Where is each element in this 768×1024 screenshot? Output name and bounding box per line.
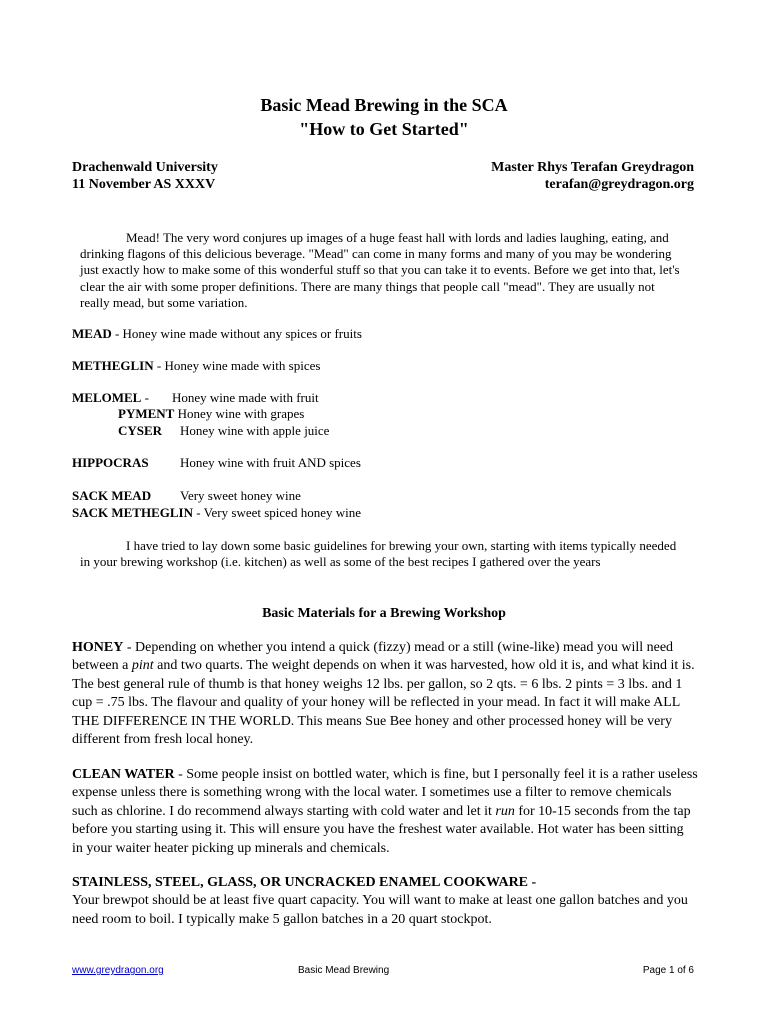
definition-desc: Honey wine with grapes [177, 406, 305, 421]
definition-term: MEAD [72, 326, 112, 341]
definition-desc: Honey wine made with fruit [172, 390, 319, 405]
intro-paragraph: Mead! The very word conjures up images of a huge feast hall with lords and ladies laughing, eating, and drinking flagons of this delicious beverage. "Mead" can come in many forms and many of you may be wondering just exactly how to make some of this wonderful stuff so that you can take it to events. Before we get into that, let's clear the air with some proper definitions. There are many things that people call "mead". They are usually not really mead, but some variation. [80, 230, 680, 310]
cookware-paragraph [72, 874, 698, 929]
footer-doc-title: Basic Mead Brewing [298, 965, 390, 976]
definition-pyment [118, 406, 304, 422]
header-author: Master Rhys Terafan Greydragon [491, 160, 694, 175]
honey-text: - Depending on whether you intend a quick (fizzy) mead or a still (wine-like) mead you will need between a [72, 640, 674, 674]
footer-website-link[interactable]: www.greydragon.org [72, 965, 164, 976]
header-institution: Drachenwald University [72, 160, 218, 175]
definition-sack-metheglin [72, 505, 361, 521]
definition-dash: - [141, 390, 149, 405]
definition-desc: - Very sweet spiced honey wine [193, 505, 361, 520]
guidelines-paragraph: I have tried to lay down some basic guidelines for brewing your own, starting with items typically needed in your brewing workshop (i.e. kitchen) as well as some of the best recipes I gathered over the years [80, 538, 677, 570]
water-run: run [495, 803, 515, 819]
definition-hippocras-term: HIPPOCRAS [72, 455, 149, 470]
document-title: Basic Mead Brewing in the SCA [260, 95, 508, 115]
definition-term: MELOMEL [72, 390, 142, 405]
definition-metheglin [72, 358, 320, 374]
definition-sack-mead-term: SACK MEAD [72, 488, 152, 503]
water-term: CLEAN WATER [72, 767, 175, 782]
water-text: - Some people insist on bottled water, which is fine, but I personally feel it is a rather useless expense unless there is something wrong with the local water. I sometimes use a filter to remove chemicals such as chlorine. I do recommend always starting with cold water and let it [72, 767, 698, 819]
definition-term: METHEGLIN [72, 358, 154, 373]
footer-page-number: Page 1 of 6 [642, 965, 694, 976]
definition-cyser-term: CYSER [118, 423, 163, 438]
document-subtitle: "How to Get Started" [299, 119, 469, 139]
honey-paragraph [72, 639, 698, 749]
definition-cyser-desc: Honey wine with apple juice [180, 423, 330, 438]
definition-sack-mead-desc: Very sweet honey wine [180, 488, 301, 503]
header-email: terafan@greydragon.org [544, 177, 694, 192]
header-date: 11 November AS XXXV [72, 177, 216, 192]
honey-term: HONEY [72, 640, 124, 655]
section-title: Basic Materials for a Brewing Workshop [262, 606, 506, 621]
honey-pint: pint [131, 658, 154, 674]
cookware-term: STAINLESS, STEEL, GLASS, OR UNCRACKED ENAMEL COOKWARE - [72, 875, 537, 890]
definition-mead [72, 326, 362, 342]
definition-hippocras-desc: Honey wine with fruit AND spices [180, 455, 361, 470]
honey-text-2: and two quarts. The weight depends on when it was harvested, how old it is, and what kind it is. The best general rule of thumb is that honey weighs 12 lbs. per gallon, so 2 qts. = 6 lbs. 2 pints = 3 lbs. and 1 cup = .75 lbs. The flavour and quality of your honey will be reflected in your mead. In fact it will make ALL THE DIFFERENCE IN THE WORLD. This means Sue Bee honey and other processed honey will be very different from fresh local honey. [72, 658, 695, 748]
water-text-2: for 10-15 seconds from the tap before you starting using it. This will ensure you have the freshest water available. Hot water has been sitting in your waiter heater picking up minerals and chemicals. [72, 803, 691, 856]
definition-term: PYMENT [118, 406, 175, 421]
definition-term: SACK METHEGLIN [72, 505, 193, 520]
water-paragraph [72, 766, 698, 858]
definition-desc: - Honey wine made with spices [153, 358, 321, 373]
cookware-text: Your brewpot should be at least five quart capacity. You will want to make at least one gallon batches and you need room to boil. I typically make 5 gallon batches in a 20 quart stockpot. [72, 893, 688, 927]
definition-desc: - Honey wine made without any spices or fruits [111, 326, 362, 341]
definition-melomel [72, 390, 149, 406]
